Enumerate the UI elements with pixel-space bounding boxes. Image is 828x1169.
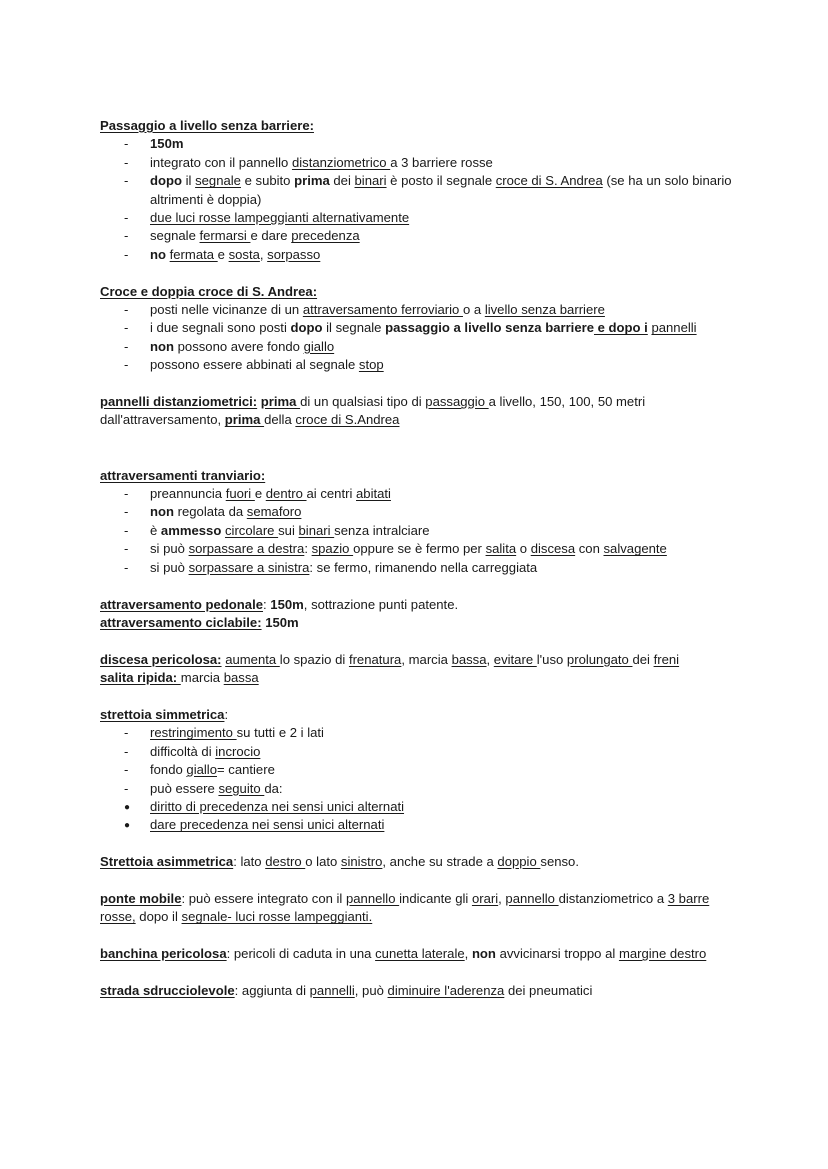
bullet-list bbox=[100, 301, 740, 375]
list-item: - segnale fermarsi e dare precedenza bbox=[100, 227, 740, 245]
paragraph-ponte-mobile: ponte mobile: può essere integrato con il pannello indicante gli orari, pannello distanziometrico a 3 barre rosse, dopo il segnale- luci rosse lampeggianti. bbox=[100, 890, 710, 925]
list-item: - si può sorpassare a sinistra: se fermo, rimanendo nella carreggiata bbox=[100, 559, 740, 577]
dash-bullet-icon bbox=[124, 503, 144, 521]
dot-bullet-icon bbox=[124, 816, 144, 836]
list-item: - 150m bbox=[100, 135, 740, 153]
dash-bullet-icon bbox=[124, 743, 144, 761]
paragraph-pannelli-distanziometrici: pannelli distanziometrici: prima di un qualsiasi tipo di passaggio a livello, 150, 100, 50 metri dall'attraversamento, prima della croce di S.Andrea bbox=[100, 394, 646, 428]
section-heading: Croce e doppia croce di S. Andrea: bbox=[100, 283, 318, 299]
list-item: - posti nelle vicinanze di un attraversamento ferroviario o a livello senza barriere bbox=[100, 301, 740, 319]
line-strettoia-asimmetrica: Strettoia asimmetrica: lato destro o lato sinistro, anche su strade a doppio senso. bbox=[100, 854, 579, 870]
bullet-list bbox=[100, 485, 740, 577]
dash-bullet-icon bbox=[124, 559, 144, 577]
dash-bullet-icon bbox=[124, 724, 144, 742]
dash-bullet-icon bbox=[124, 301, 144, 319]
dash-bullet-icon bbox=[124, 319, 144, 337]
dash-bullet-icon bbox=[124, 154, 144, 172]
dot-bullet-icon bbox=[124, 798, 144, 818]
bullet-list bbox=[100, 135, 740, 264]
dash-bullet-icon bbox=[124, 761, 144, 779]
line-strada-sdrucciolevole: strada sdrucciolevole: aggiunta di pannelli, può diminuire l'aderenza dei pneumatici bbox=[100, 982, 593, 998]
section-attraversamenti-tranviario bbox=[100, 467, 740, 577]
list-item: - no fermata e sosta, sorpasso bbox=[100, 246, 740, 264]
list-item: - preannuncia fuori e dentro ai centri abitati bbox=[100, 485, 740, 503]
list-item: - non possono avere fondo giallo bbox=[100, 338, 740, 356]
section-strettoia-simmetrica bbox=[100, 706, 740, 835]
list-item: - si può sorpassare a destra: spazio oppure se è fermo per salita o discesa con salvagente bbox=[100, 540, 740, 558]
list-item: - è ammesso circolare sui binari senza intralciare bbox=[100, 522, 740, 540]
dash-bullet-icon bbox=[124, 227, 144, 245]
dash-bullet-icon bbox=[124, 522, 144, 540]
dash-bullet-icon bbox=[124, 780, 144, 798]
dash-bullet-icon bbox=[124, 209, 144, 227]
list-item: - difficoltà di incrocio bbox=[100, 743, 740, 761]
list-item: - due luci rosse lampeggianti alternativamente bbox=[100, 209, 740, 227]
section-passaggio-livello bbox=[100, 117, 740, 264]
section-heading: Passaggio a livello senza barriere: bbox=[100, 118, 314, 133]
list-item: - possono essere abbinati al segnale stop bbox=[100, 356, 740, 374]
dash-bullet-icon bbox=[124, 338, 144, 356]
section-croce-sant-andrea bbox=[100, 283, 740, 375]
list-item: - dopo il segnale e subito prima dei binari è posto il segnale croce di S. Andrea (se ha un solo binario altrimenti è doppia) bbox=[100, 172, 740, 209]
bullet-list bbox=[100, 724, 740, 834]
paragraph-banchina-pericolosa: banchina pericolosa: pericoli di caduta in una cunetta laterale, non avvicinarsi troppo al margine destro bbox=[100, 946, 707, 962]
list-item: - integrato con il pannello distanziometrico a 3 barriere rosse bbox=[100, 154, 740, 172]
line-attraversamento-pedonale: attraversamento pedonale: 150m, sottrazione punti patente. bbox=[100, 596, 459, 612]
dash-bullet-icon bbox=[124, 246, 144, 264]
dash-bullet-icon bbox=[124, 356, 144, 374]
dash-bullet-icon bbox=[124, 485, 144, 503]
list-item: - può essere seguito da: bbox=[100, 780, 740, 798]
section-heading: strettoia simmetrica: bbox=[100, 706, 229, 722]
dash-bullet-icon bbox=[124, 540, 144, 558]
line-discesa-pericolosa: discesa pericolosa: aumenta lo spazio di frenatura, marcia bassa, evitare l'uso prolungato dei freni bbox=[100, 651, 680, 667]
line-attraversamento-ciclabile: attraversamento ciclabile: 150m bbox=[100, 614, 299, 630]
list-item: - fondo giallo= cantiere bbox=[100, 761, 740, 779]
list-item: - non regolata da semaforo bbox=[100, 503, 740, 521]
line-salita-ripida: salita ripida: marcia bassa bbox=[100, 670, 259, 686]
section-heading: attraversamenti tranviario: bbox=[100, 467, 266, 483]
notes-content bbox=[100, 117, 740, 1000]
list-item: ● dare precedenza nei sensi unici alternati bbox=[100, 816, 740, 834]
list-item: - i due segnali sono posti dopo il segnale passaggio a livello senza barriere e dopo i pannelli bbox=[100, 319, 740, 337]
dash-bullet-icon bbox=[124, 172, 144, 190]
dash-bullet-icon bbox=[124, 135, 144, 153]
list-item: - restringimento su tutti e 2 i lati bbox=[100, 724, 740, 742]
list-item: ● diritto di precedenza nei sensi unici alternati bbox=[100, 798, 740, 816]
